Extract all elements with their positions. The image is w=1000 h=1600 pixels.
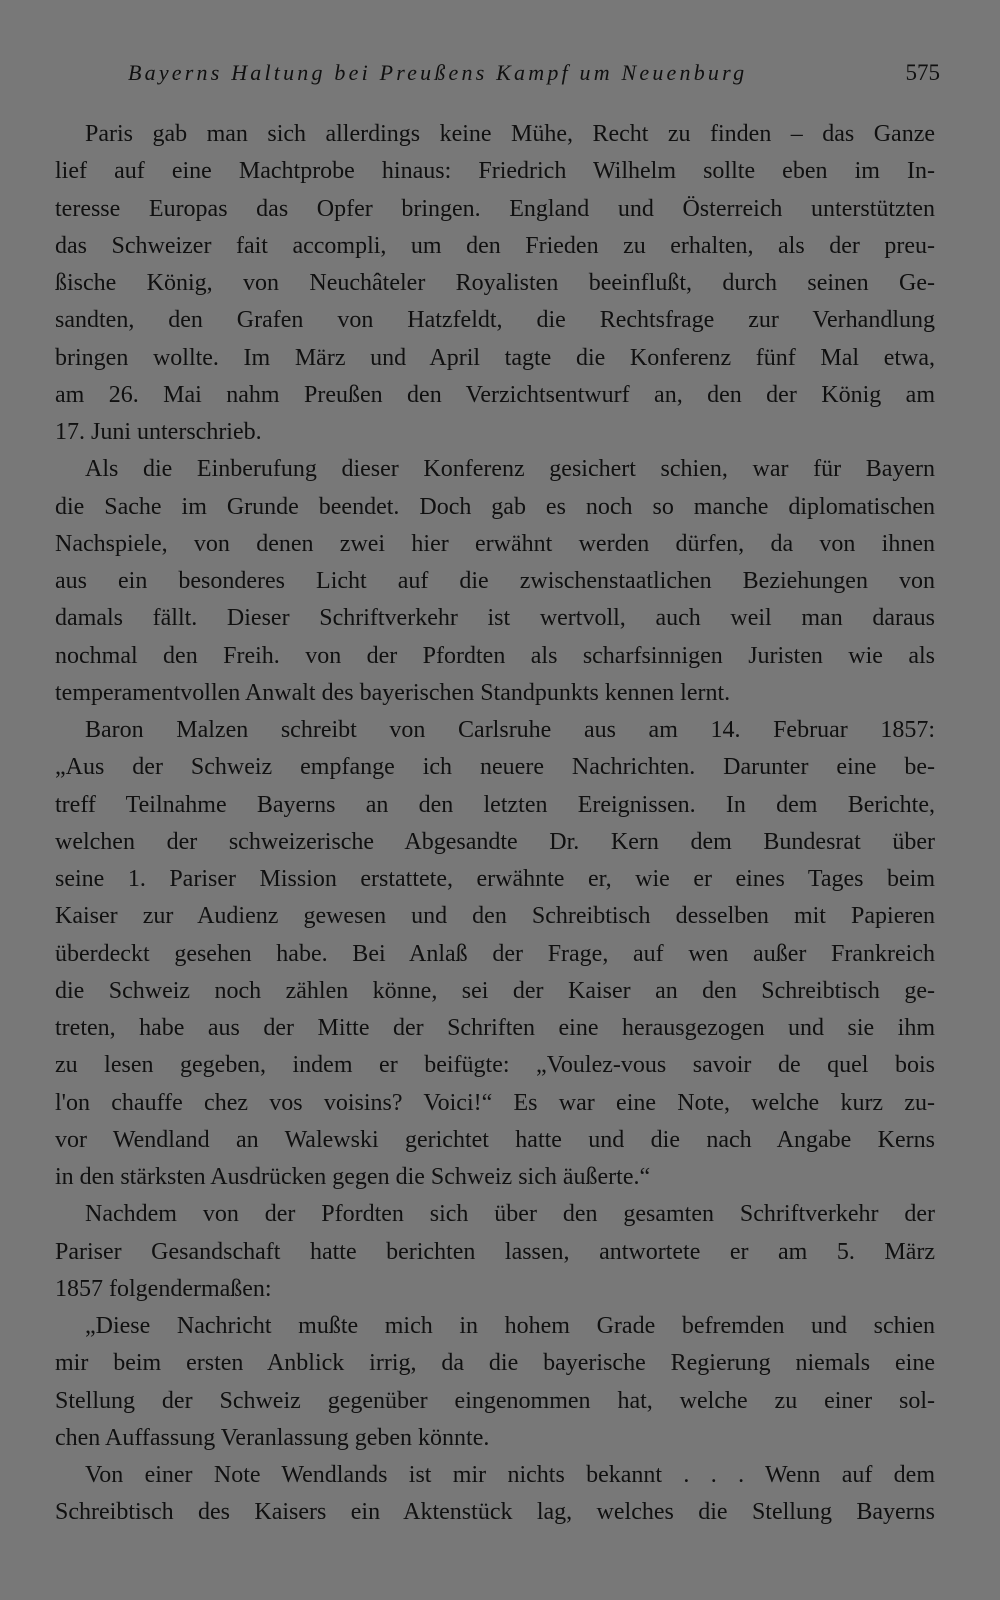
text-line: in den stärksten Ausdrücken gegen die Schweiz sich äußerte.“	[55, 1164, 651, 1190]
body-text	[55, 116, 935, 1532]
text-line: am 26. Mai nahm Preußen den Verzichtsentwurf an, den der König am	[55, 381, 935, 408]
text-line: treff Teilnahme Bayerns an den letzten Ereignissen. In dem Berichte,	[55, 791, 935, 818]
text-line: nochmal den Freih. von der Pfordten als scharfsinnigen Juristen wie als	[55, 642, 935, 669]
text-line: Pariser Gesandschaft hatte berichten lassen, antwortete er am 5. März	[55, 1238, 935, 1265]
text-line: Von einer Note Wendlands ist mir nichts bekannt . . . Wenn auf dem	[85, 1462, 935, 1488]
text-line: l'on chauffe chez vos voisins? Voici!“ Es war eine Note, welche kurz zu-	[55, 1089, 935, 1116]
text-line: ßische König, von Neuchâteler Royalisten beeinflußt, durch seinen Ge-	[55, 270, 935, 296]
text-line: Nachdem von der Pfordten sich über den gesamten Schriftverkehr der	[85, 1201, 935, 1228]
text-line: welchen der schweizerische Abgesandte Dr. Kern dem Bundesrat über	[55, 828, 935, 855]
text-line: treten, habe aus der Mitte der Schriften eine herausgezogen und sie ihm	[55, 1015, 935, 1041]
text-line: Baron Malzen schreibt von Carlsruhe aus am 14. Februar 1857:	[85, 717, 935, 743]
text-line: chen Auffassung Veranlassung geben könnte.	[55, 1424, 490, 1451]
text-line: Nachspiele, von denen zwei hier erwähnt werden dürfen, da von ihnen	[55, 530, 935, 557]
text-line: die Schweiz noch zählen könne, sei der Kaiser an den Schreibtisch ge-	[55, 977, 935, 1004]
text-line: zu lesen gegeben, indem er beifügte: „Voulez-vous savoir de quel bois	[55, 1052, 935, 1079]
text-line: lief auf eine Machtprobe hinaus: Friedrich Wilhelm sollte eben im In-	[55, 158, 935, 185]
text-line: temperamentvollen Anwalt des bayerischen Standpunkts kennen lernt.	[55, 679, 731, 706]
text-line: damals fällt. Dieser Schriftverkehr ist wertvoll, auch weil man daraus	[55, 605, 935, 632]
text-line: Schreibtisch des Kaisers ein Aktenstück lag, welches die Stellung Bayerns	[55, 1499, 935, 1526]
text-line: vor Wendland an Walewski gerichtet hatte und die nach Angabe Kerns	[55, 1126, 935, 1153]
page-header	[128, 58, 940, 94]
text-line: das Schweizer fait accompli, um den Frieden zu erhalten, als der preu-	[55, 232, 935, 259]
text-line: „Diese Nachricht mußte mich in hohem Grade befremden und schien	[85, 1313, 935, 1339]
text-line: sandten, den Grafen von Hatzfeldt, die Rechtsfrage zur Verhandlung	[55, 307, 935, 334]
text-line: die Sache im Grunde beendet. Doch gab es noch so manche diplomatischen	[55, 493, 935, 520]
text-line: seine 1. Pariser Mission erstattete, erwähnte er, wie er eines Tages beim	[55, 866, 935, 892]
text-line: aus ein besonderes Licht auf die zwischenstaatlichen Beziehungen von	[55, 568, 935, 594]
running-title: Bayerns Haltung bei Preußens Kampf um Neuenburg	[128, 60, 748, 85]
text-line: bringen wollte. Im März und April tagte die Konferenz fünf Mal etwa,	[55, 344, 935, 371]
text-line: überdeckt gesehen habe. Bei Anlaß der Frage, auf wen außer Frankreich	[55, 940, 935, 967]
text-line: Paris gab man sich allerdings keine Mühe, Recht zu finden – das Ganze	[85, 121, 935, 147]
text-line: 1857 folgendermaßen:	[55, 1275, 272, 1302]
text-line: „Aus der Schweiz empfange ich neuere Nachrichten. Darunter eine be-	[55, 754, 935, 781]
text-line: Als die Einberufung dieser Konferenz gesichert schien, war für Bayern	[85, 456, 935, 483]
page-number: 575	[905, 60, 940, 85]
text-line: mir beim ersten Anblick irrig, da die bayerische Regierung niemals eine	[55, 1350, 935, 1377]
text-line: teresse Europas das Opfer bringen. England und Österreich unterstützten	[55, 195, 935, 222]
text-line: Kaiser zur Audienz gewesen und den Schreibtisch desselben mit Papieren	[55, 903, 935, 930]
text-line: Stellung der Schweiz gegenüber eingenommen hat, welche zu einer sol-	[55, 1387, 935, 1414]
text-line: 17. Juni unterschrieb.	[55, 419, 262, 445]
